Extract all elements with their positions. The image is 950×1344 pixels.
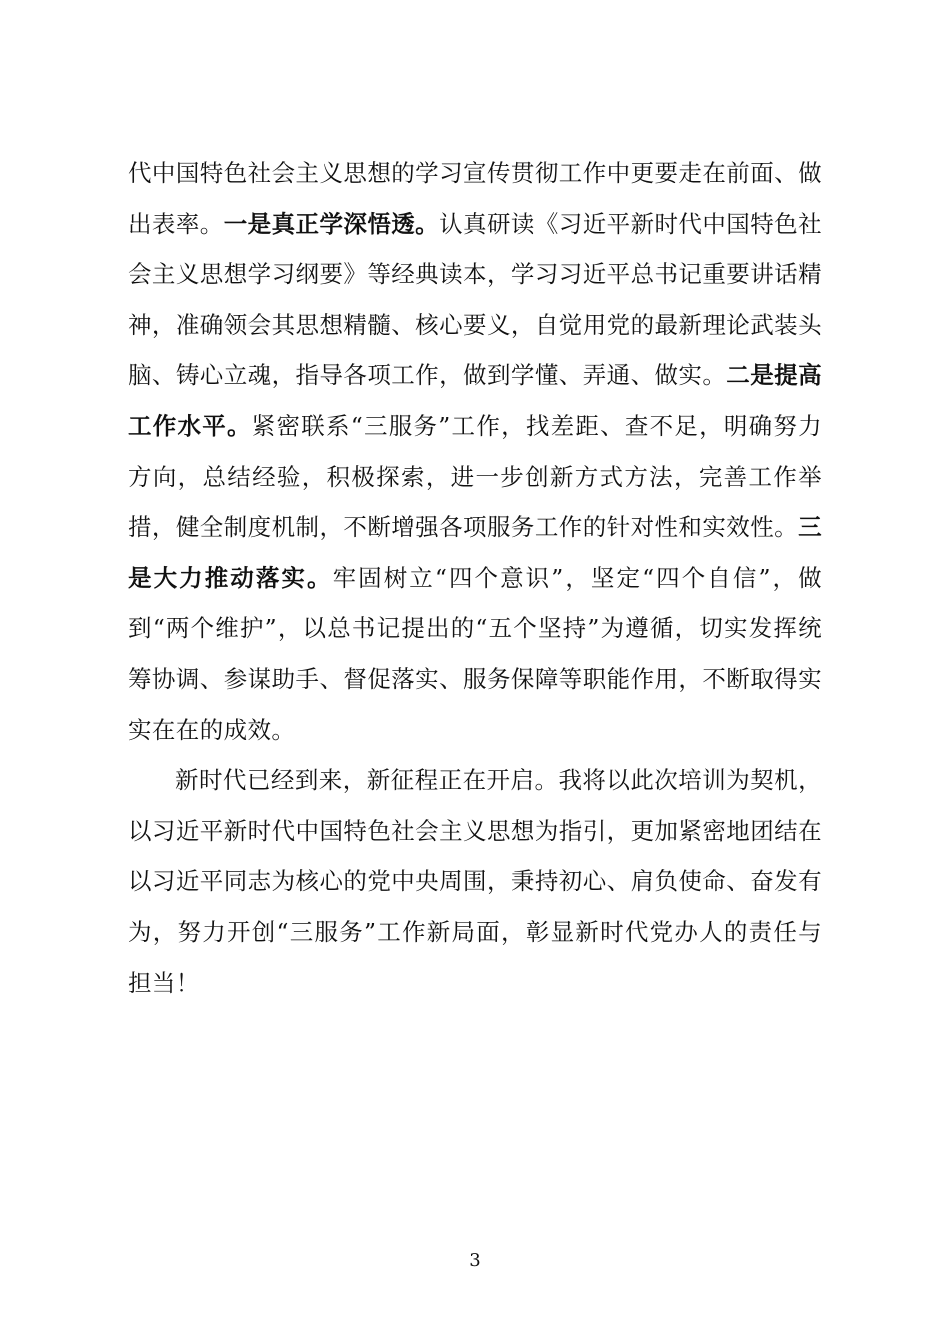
bold-heading-point-1: 一是真正学深悟透。	[223, 209, 440, 238]
bold-heading-point-2: 二是提高工作水平。	[128, 361, 822, 440]
bold-heading-point-3: 三是大力推动落实。	[128, 513, 822, 592]
document-body	[128, 148, 822, 1008]
paragraph-text: 牢固树立“四个意识”，坚定“四个自信”，做到“两个维护”，以总书记提出的“五个坚持”为遵循，切实发挥统筹协调、参谋助手、督促落实、服务保障等职能作用，不断取得实实在在的成效。	[128, 563, 822, 744]
page-number: 3	[469, 1250, 481, 1271]
paragraph-continuation	[128, 148, 822, 755]
paragraph-conclusion: 新时代已经到来，新征程正在开启。我将以此次培训为契机，以习近平新时代中国特色社会主义思想为指引，更加紧密地团结在以习近平同志为核心的党中央周围，秉持初心、肩负使命、奋发有为，努力开创“三服务”工作新局面，彰显新时代党办人的责任与担当！	[128, 766, 822, 997]
paragraph-text: 认真研读《习近平新时代中国特色社会主义思想学习纲要》等经典读本，学习习近平总书记重要讲话精神，准确领会其思想精髓、核心要义，自觉用党的最新理论武装头脑、铸心立魂，指导各项工作，做到学懂、弄通、做实。	[128, 209, 822, 390]
paragraph-text: 紧密联系“三服务”工作，找差距、查不足，明确努力方向，总结经验，积极探索，进一步创新方式方法，完善工作举措，健全制度机制，不断增强各项服务工作的针对性和实效性。	[128, 411, 822, 542]
paragraph-text: 代中国特色社会主义思想的学习宣传贯彻工作中更要走在前面、做出表率。	[128, 159, 822, 238]
